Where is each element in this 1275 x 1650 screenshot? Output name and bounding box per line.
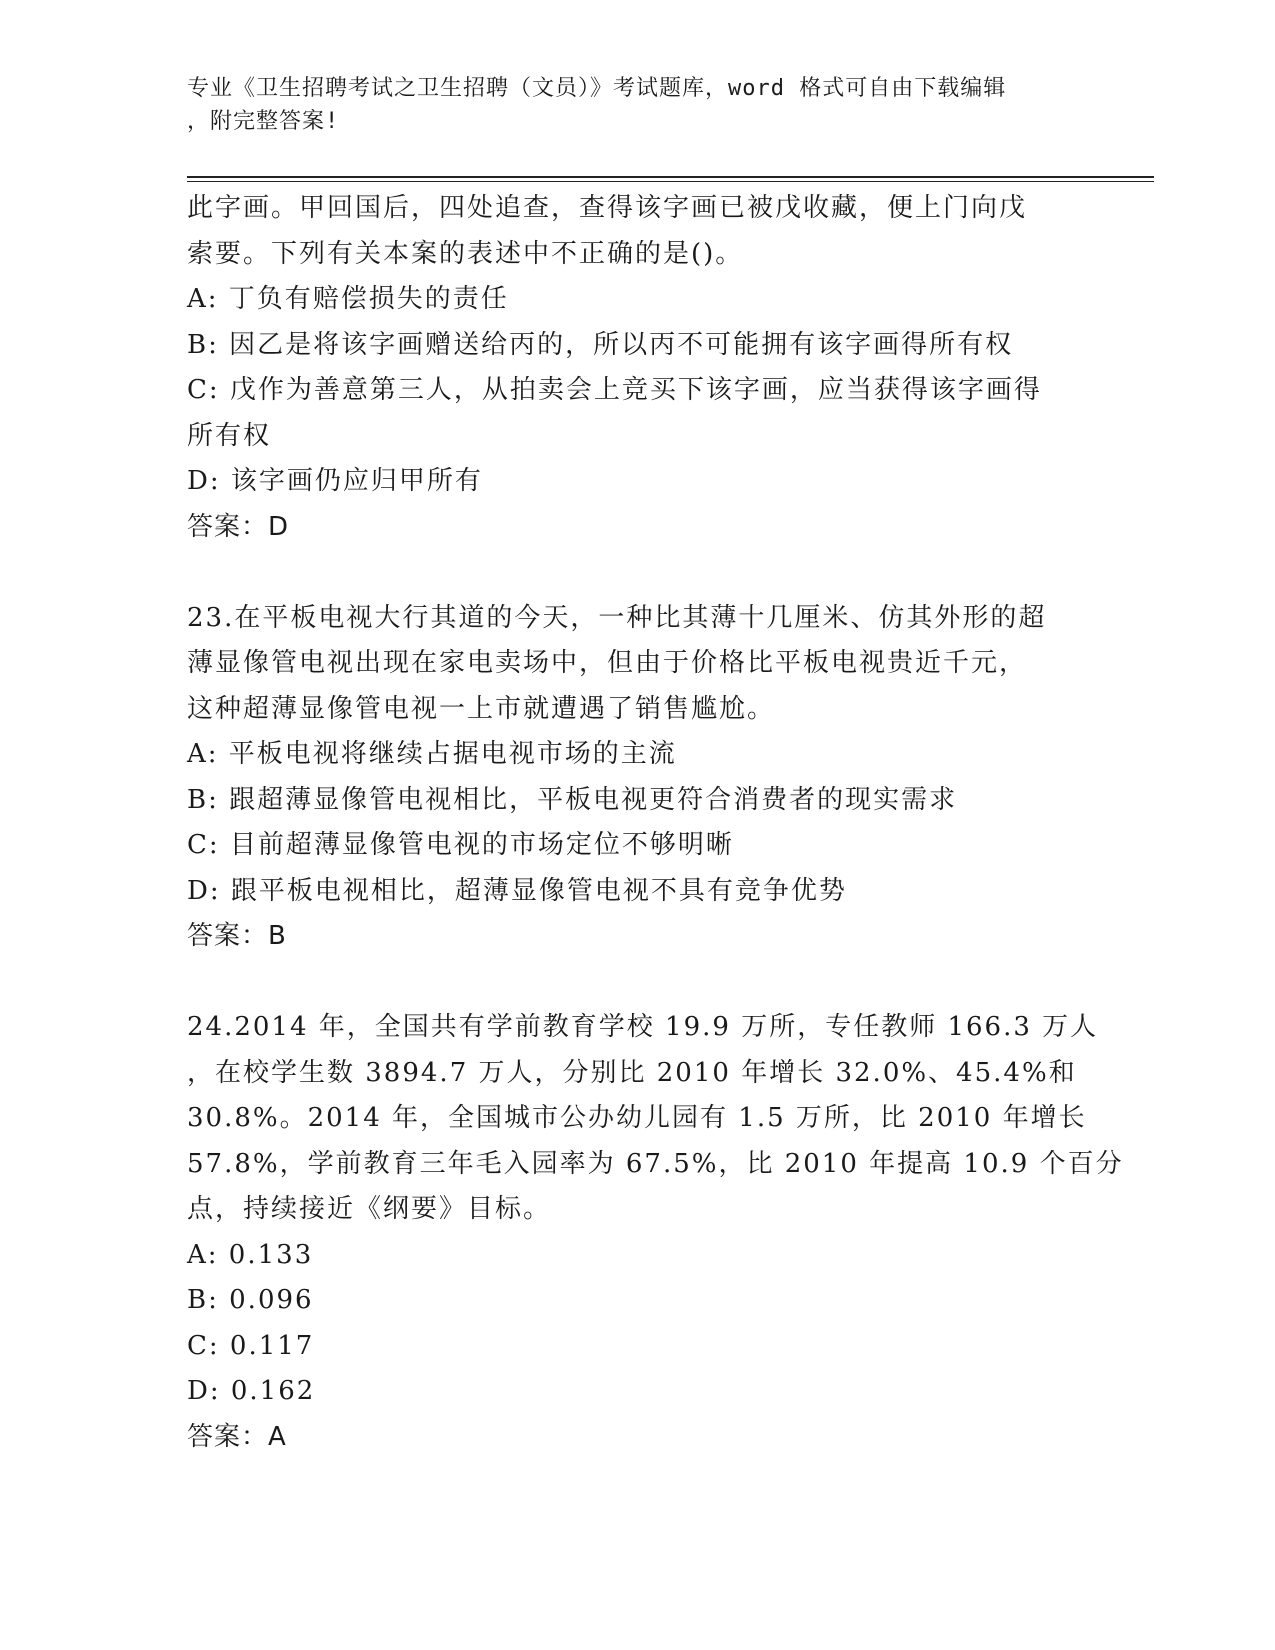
question-23-option-d: D: 跟平板电视相比，超薄显像管电视不具有竞争优势 — [187, 875, 847, 906]
header-line-1: 专业《卫生招聘考试之卫生招聘（文员）》考试题库，word 格式可自由下载编辑 — [187, 76, 1007, 101]
question-22-option-c-line-2: 所有权 — [187, 420, 272, 451]
header-divider — [187, 176, 1154, 182]
question-22-option-b: B: 因乙是将该字画赠送给丙的，所以丙不可能拥有该字画得所有权 — [187, 329, 1014, 360]
question-22 — [187, 186, 1087, 550]
question-24-stem-line-3: 30.8%。2014 年，全国城市公办幼儿园有 1.5 万所，比 2010 年增长 — [187, 1103, 1087, 1133]
question-23-option-c: C: 目前超薄显像管电视的市场定位不够明晰 — [187, 830, 734, 860]
question-23-stem-line-3: 这种超薄显像管电视一上市就遭遇了销售尴尬。 — [187, 693, 776, 724]
question-24-stem-line-2: ，在校学生数 3894.7 万人，分别比 2010 年增长 32.0%、45.4%和 — [187, 1057, 1077, 1088]
question-24-option-b: B: 0.096 — [187, 1285, 314, 1315]
question-23-stem-line-1: 23.在平板电视大行其道的今天，一种比其薄十几厘米、仿其外形的超 — [187, 602, 1047, 633]
header-line-2: ，附完整答案! — [187, 109, 340, 134]
question-24-option-d: D: 0.162 — [187, 1376, 316, 1406]
spacer — [187, 550, 1087, 596]
question-24-option-a: A: 0.133 — [187, 1239, 314, 1270]
question-24 — [187, 1005, 1124, 1460]
question-24-answer: 答案：A — [187, 1421, 287, 1452]
document-header — [187, 72, 1067, 138]
question-24-stem-line-1: 24.2014 年，全国共有学前教育学校 19.9 万所，专任教师 166.3 万人 — [187, 1012, 1099, 1042]
question-22-stem-line-1: 此字画。甲回国后，四处追查，查得该字画已被戊收藏，便上门向戊 — [187, 193, 1028, 223]
question-24-option-c: C: 0.117 — [187, 1330, 315, 1361]
question-23 — [187, 596, 1087, 960]
spacer — [187, 959, 1087, 1005]
question-23-answer: 答案：B — [187, 921, 287, 951]
question-22-stem-line-2: 索要。下列有关本案的表述中不正确的是()。 — [187, 238, 744, 269]
question-23-stem-line-2: 薄显像管电视出现在家电卖场中，但由于价格比平板电视贵近千元， — [187, 648, 1028, 678]
question-24-stem-line-4: 57.8%，学前教育三年毛入园率为 67.5%，比 2010 年提高 10.9 个百分 — [187, 1148, 1124, 1179]
question-22-option-c-line-1: C: 戊作为善意第三人，从拍卖会上竞买下该字画，应当获得该字画得 — [187, 375, 1042, 405]
question-23-option-b: B: 跟超薄显像管电视相比，平板电视更符合消费者的现实需求 — [187, 784, 958, 815]
question-23-option-a: A: 平板电视将继续占据电视市场的主流 — [187, 739, 677, 769]
document-body — [187, 186, 1124, 1460]
question-24-stem-line-5: 点，持续接近《纲要》目标。 — [187, 1194, 552, 1224]
question-22-answer: 答案：D — [187, 511, 290, 542]
question-22-option-a: A: 丁负有赔偿损失的责任 — [187, 284, 509, 314]
question-22-option-d: D: 该字画仍应归甲所有 — [187, 466, 483, 496]
